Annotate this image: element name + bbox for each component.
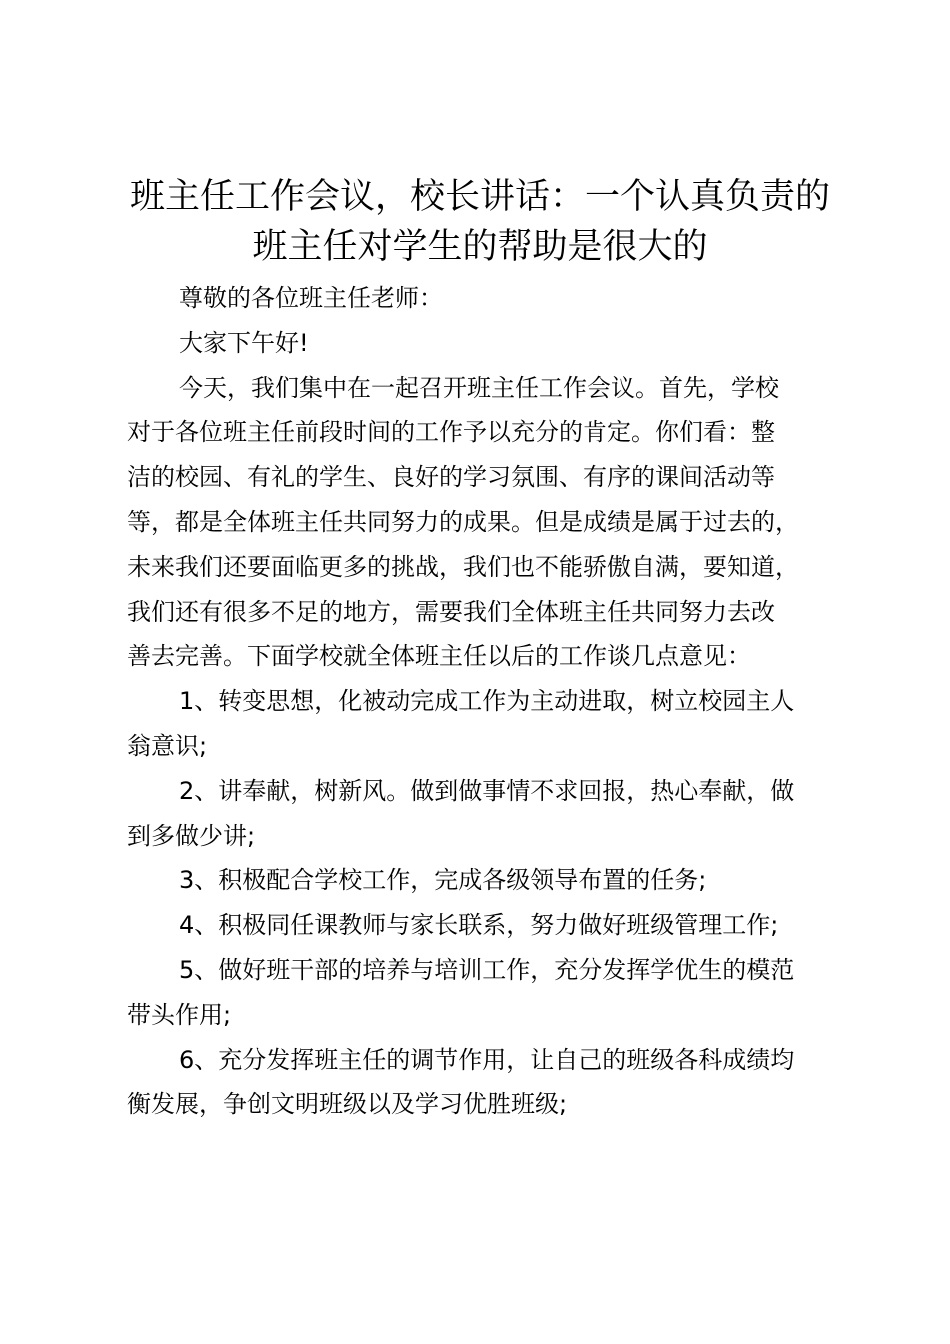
point-line: 3、积极配合学校工作，完成各级领导布置的任务; <box>179 866 707 895</box>
title-line-1: 班主任工作会议，校长讲话：一个认真负责的 <box>129 177 830 217</box>
point-2 <box>127 769 837 859</box>
point-line: 5、做好班干部的培养与培训工作，充分发挥学优生的模范 <box>179 955 795 984</box>
salutation: 尊敬的各位班主任老师： <box>179 284 443 312</box>
point-line: 衡发展，争创文明班级以及学习优胜班级; <box>127 1090 568 1119</box>
point-line: 4、积极同任课教师与家长联系，努力做好班级管理工作; <box>179 911 779 940</box>
point-6 <box>127 1038 837 1128</box>
point-5 <box>127 948 837 1038</box>
point-line: 1、转变思想，化被动完成工作为主动进取，树立校园主人 <box>179 687 795 716</box>
point-line: 6、充分发挥班主任的调节作用，让自己的班级各科成绩均 <box>179 1045 795 1074</box>
point-line: 带头作用; <box>127 1000 232 1029</box>
greeting: 大家下午好! <box>179 328 309 357</box>
intro-paragraph <box>127 366 837 680</box>
document-body <box>127 276 837 1127</box>
title-line-2: 班主任对学生的帮助是很大的 <box>252 227 708 267</box>
point-1 <box>127 679 837 769</box>
intro-line: 未来我们还要面临更多的挑战，我们也不能骄傲自满，要知道， <box>127 552 799 581</box>
point-4 <box>127 903 837 948</box>
intro-line: 等，都是全体班主任共同努力的成果。但是成绩是属于过去的， <box>127 507 799 536</box>
point-line: 翁意识; <box>127 731 208 760</box>
intro-line: 我们还有很多不足的地方，需要我们全体班主任共同努力去改 <box>127 597 775 626</box>
point-3 <box>127 858 837 903</box>
point-line: 到多做少讲; <box>127 821 256 850</box>
point-line: 2、讲奉献，树新风。做到做事情不求回报，热心奉献，做 <box>179 776 795 805</box>
intro-line: 对于各位班主任前段时间的工作予以充分的肯定。你们看：整 <box>127 418 775 447</box>
intro-line: 善去完善。下面学校就全体班主任以后的工作谈几点意见： <box>127 642 751 671</box>
intro-line: 今天，我们集中在一起召开班主任工作会议。首先，学校 <box>179 373 779 402</box>
document-title <box>110 172 850 272</box>
intro-line: 洁的校园、有礼的学生、良好的学习氛围、有序的课间活动等 <box>127 463 775 492</box>
